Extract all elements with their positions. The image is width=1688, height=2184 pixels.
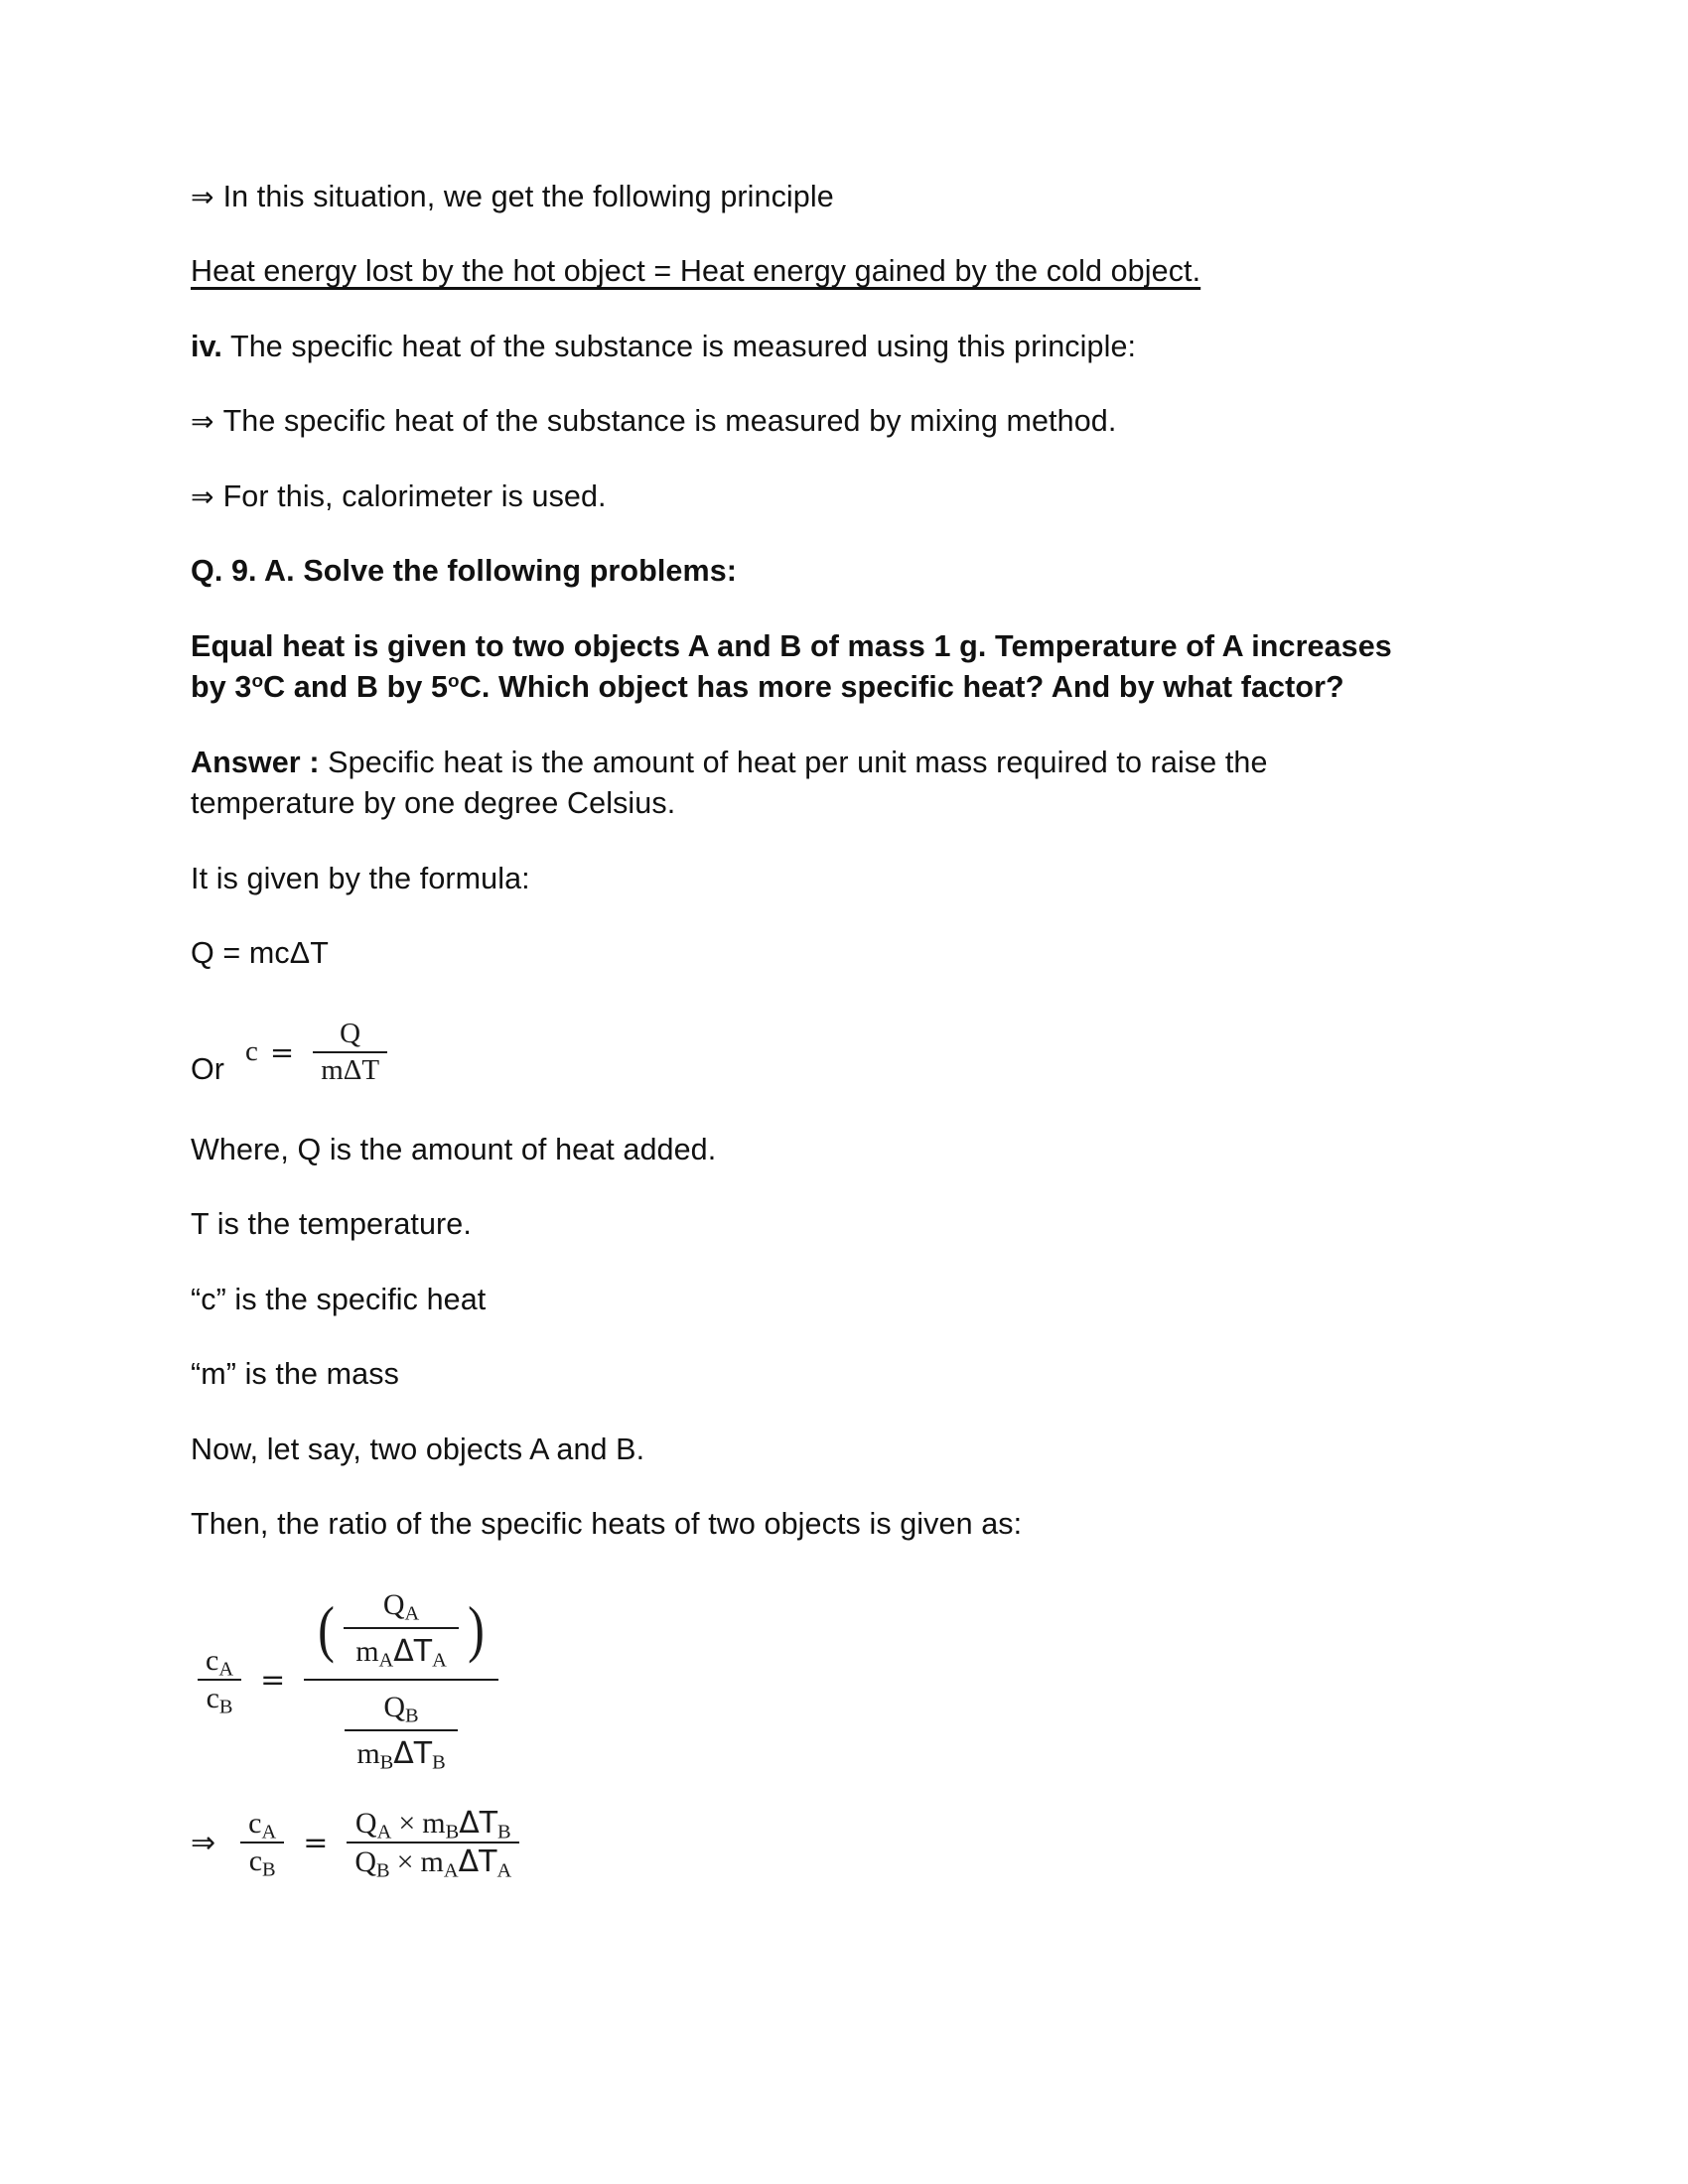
right-paren: ) [467, 1593, 485, 1664]
fraction-denominator [326, 1681, 476, 1781]
fraction-q-over-mdt [313, 1017, 387, 1088]
fraction-numerator [348, 1805, 519, 1842]
paragraph-calorimeter [191, 477, 1402, 517]
symbol-delta-t: ΔT [393, 1736, 433, 1772]
fraction-numerator [240, 1806, 284, 1842]
question-text-part-2: C and B by 5 [263, 670, 449, 705]
symbol-c: c [206, 1644, 219, 1678]
implies-arrow-icon: ⇒ [191, 181, 223, 213]
equals-sign: = [260, 1662, 286, 1698]
or-label: Or [191, 1051, 224, 1086]
implies-arrow-icon: ⇒ [191, 479, 223, 513]
symbol-delta-t: ΔT [393, 1634, 433, 1670]
fraction-ca-over-cb [240, 1806, 284, 1882]
subscript-b: B [445, 1822, 460, 1844]
subscript-b: B [497, 1822, 511, 1844]
symbol-m: m [356, 1737, 380, 1771]
fraction-denominator: mΔT [321, 1053, 380, 1086]
paragraph-mixing-method [191, 401, 1402, 442]
definition-c: “c” is the specific heat [191, 1282, 487, 1316]
symbol-q: Q [382, 1588, 405, 1622]
list-marker-iv: iv. [191, 329, 222, 363]
subscript-b: B [379, 1752, 394, 1775]
statement-ratio-intro: Then, the ratio of the specific heats of two objects is given as: [191, 1506, 1023, 1541]
fraction-compound [304, 1578, 498, 1781]
formula-intro: It is given by the formula: [191, 861, 530, 895]
symbol-q: Q [383, 1691, 406, 1724]
left-paren: ( [318, 1593, 336, 1664]
fraction-numerator [304, 1578, 498, 1679]
subscript-b: B [218, 1697, 233, 1719]
equals-sign: = [303, 1825, 329, 1860]
question-heading: Q. 9. A. Solve the following problems: [191, 554, 738, 589]
multiplication-sign: × [396, 1845, 414, 1879]
multiplication-sign: × [398, 1807, 416, 1841]
fraction-qa-over-madta [344, 1583, 459, 1674]
subscript-b: B [432, 1752, 446, 1775]
fraction-numerator [371, 1686, 430, 1729]
question-text-part-1: Equal heat is given to two objects A and B of mass 1 g. Temperature of A increases by 3 [191, 628, 1392, 705]
equation-specific-heat [191, 1009, 1402, 1094]
paragraph-text: For this, calorimeter is used. [222, 478, 607, 513]
fraction-result [347, 1805, 519, 1883]
question-text-part-3: C. Which object has more specific heat? And by what factor? [459, 670, 1344, 705]
definition-t: T is the temperature. [191, 1207, 472, 1242]
degree-symbol-b: o [448, 671, 460, 693]
subscript-a: A [432, 1650, 447, 1673]
subscript-a: A [404, 1603, 420, 1626]
equals-sign: = [269, 1034, 295, 1069]
subscript-a: A [218, 1659, 234, 1682]
fraction-numerator: Q [340, 1017, 361, 1049]
fraction-denominator [347, 1843, 519, 1883]
symbol-c: c [248, 1807, 262, 1841]
answer-label: Answer : [191, 745, 320, 779]
symbol-m: m [355, 1635, 379, 1669]
subscript-a: A [378, 1650, 394, 1673]
fraction-denominator [345, 1731, 457, 1776]
symbol-c: c [206, 1682, 219, 1715]
answer-text: Specific heat is the amount of heat per unit mass required to raise the temperature by one degree Celsius. [191, 745, 1268, 821]
equation-final-ratio [191, 1805, 1402, 1883]
formula-q-equals-mcdt: Q = mcΔT [191, 936, 329, 971]
paragraph-principle-statement [191, 251, 1402, 292]
fraction-numerator [198, 1643, 241, 1682]
equation-c-equals-q-over-mdt [245, 1017, 394, 1088]
equation-lhs-c: c [245, 1035, 258, 1068]
symbol-q: Q [354, 1807, 377, 1841]
symbol-q: Q [354, 1845, 377, 1879]
fraction-qb-over-mbdtb [345, 1686, 457, 1776]
subscript-a: A [376, 1822, 392, 1844]
subscript-a: A [261, 1822, 277, 1844]
fraction-ca-over-cb [198, 1643, 241, 1719]
question-body [191, 626, 1402, 709]
answer-paragraph [191, 743, 1402, 825]
definition-m: “m” is the mass [191, 1357, 399, 1392]
equation-ratio-of-specific-heats [191, 1578, 1402, 1781]
symbol-m: m [422, 1807, 446, 1841]
degree-symbol-a: o [251, 671, 264, 693]
symbol-m: m [420, 1845, 444, 1879]
subscript-b: B [405, 1706, 419, 1728]
symbol-delta-t: ΔT [459, 1806, 498, 1842]
paragraph-text: In this situation, we get the following principle [222, 180, 834, 213]
underlined-principle-text: Heat energy lost by the hot object = Heat energy gained by the cold object. [191, 254, 1201, 289]
paragraph-text: The specific heat of the substance is measured using this principle: [221, 329, 1137, 363]
subscript-b: B [376, 1860, 390, 1883]
fraction-denominator [344, 1629, 459, 1674]
paragraph-principle-intro [191, 177, 1402, 217]
document-body [191, 177, 1402, 1883]
subscript-a: A [443, 1860, 459, 1883]
paragraph-point-iv [191, 327, 1402, 367]
fraction-denominator [241, 1843, 284, 1882]
implies-arrow-icon: ⇒ [191, 405, 223, 439]
implies-arrow-icon: ⇒ [191, 1825, 216, 1860]
fraction-denominator [199, 1681, 241, 1719]
subscript-a: A [496, 1860, 512, 1883]
definition-q: Where, Q is the amount of heat added. [191, 1132, 717, 1166]
paragraph-text: The specific heat of the substance is measured by mixing method. [222, 404, 1117, 439]
symbol-c: c [248, 1844, 263, 1878]
statement-two-objects: Now, let say, two objects A and B. [191, 1432, 645, 1466]
fraction-numerator [371, 1583, 431, 1627]
subscript-b: B [262, 1859, 276, 1882]
symbol-delta-t: ΔT [458, 1844, 497, 1880]
